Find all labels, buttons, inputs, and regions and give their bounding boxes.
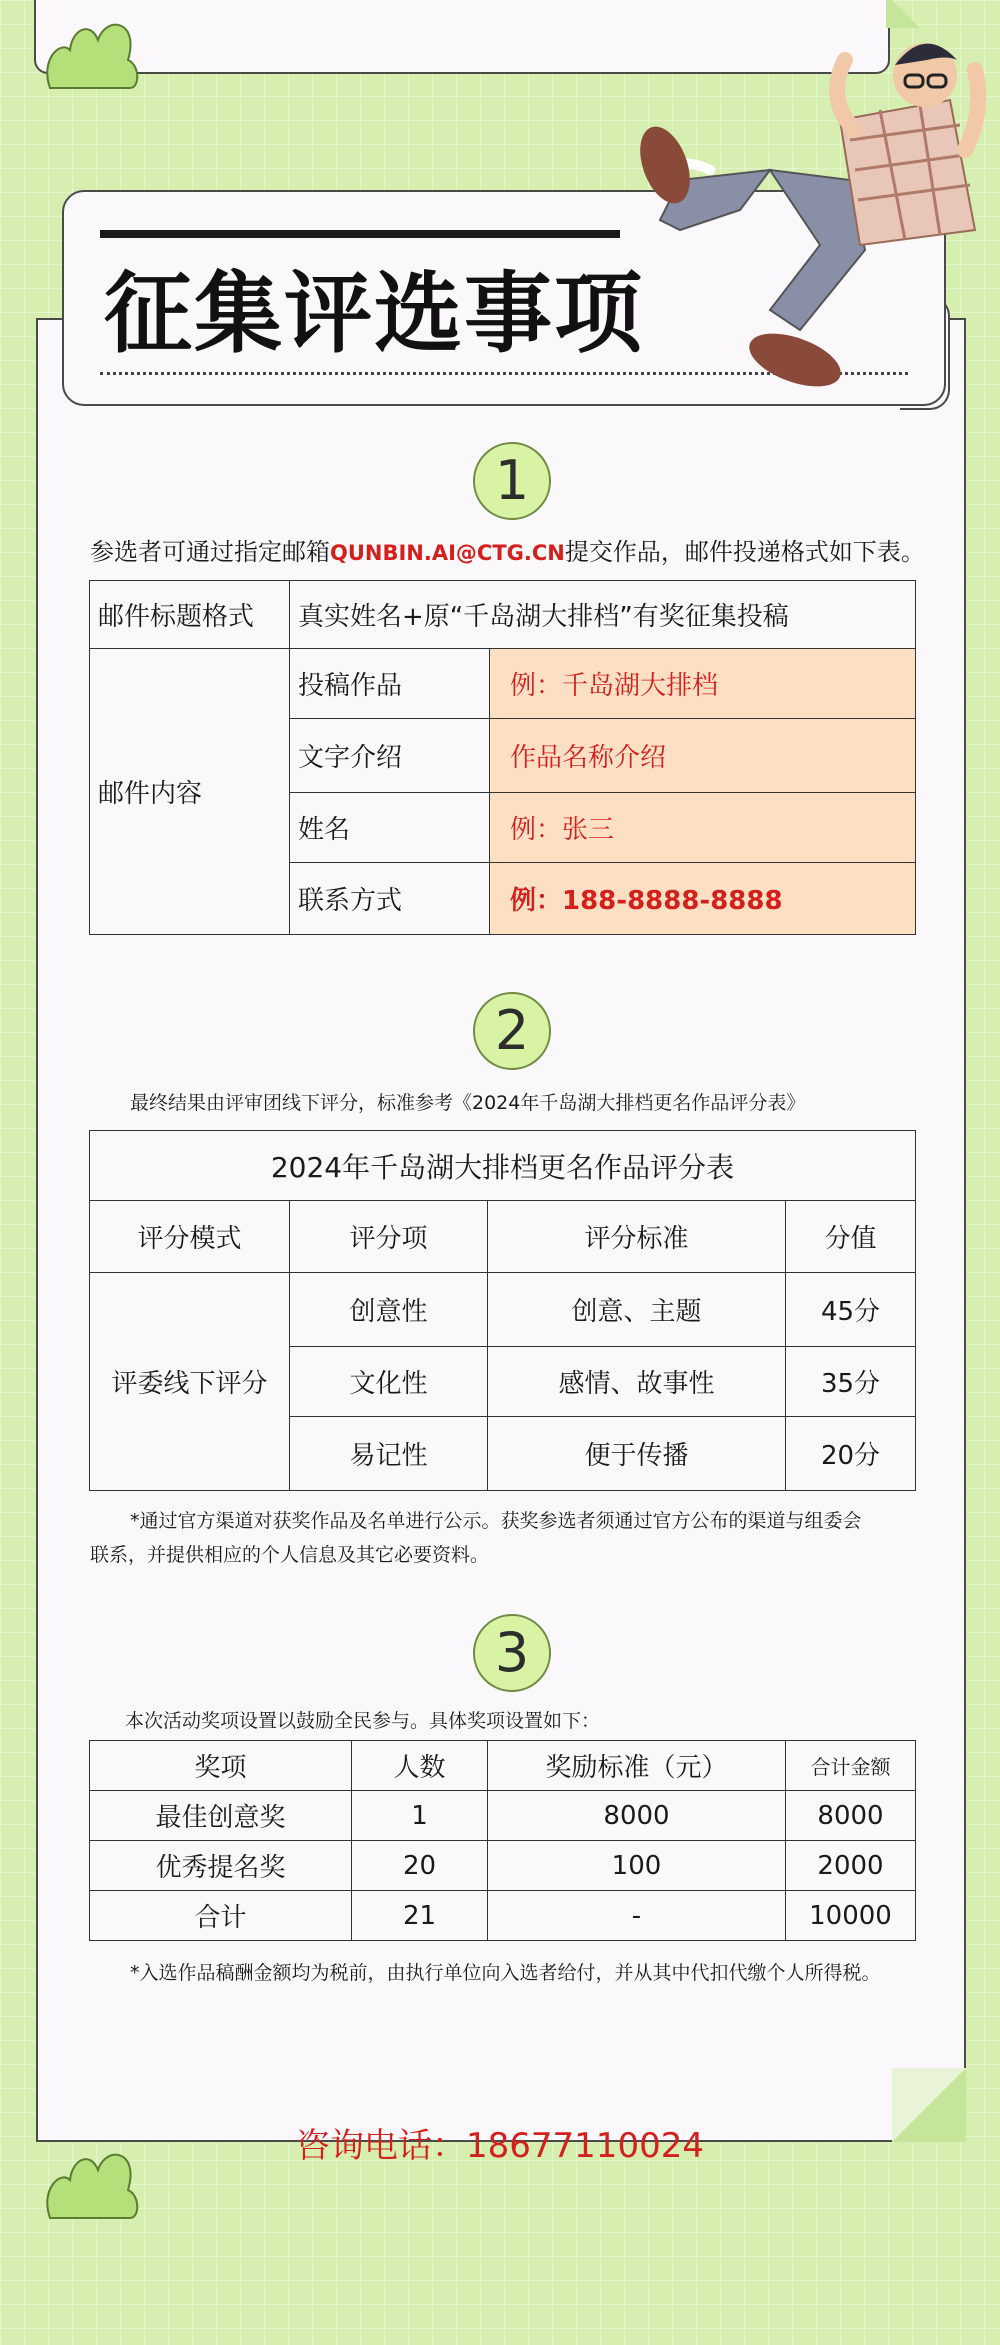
column-header: 评分模式 [90, 1201, 290, 1273]
score-standard: 创意、主题 [488, 1273, 786, 1347]
award-cell: 8000 [786, 1791, 916, 1841]
award-cell: 最佳创意奖 [90, 1791, 352, 1841]
award-cell: 8000 [488, 1791, 786, 1841]
award-cell: 10000 [786, 1891, 916, 1941]
award-cell: 2000 [786, 1841, 916, 1891]
section3-intro: 本次活动奖项设置以鼓励全民参与。具体奖项设置如下： [125, 1710, 601, 1732]
scoring-table [89, 1130, 916, 1491]
score-item: 创意性 [290, 1273, 488, 1347]
subject-label: 邮件标题格式 [90, 581, 290, 649]
jumping-character-illustration [620, 30, 990, 410]
paper-corner [886, 0, 920, 28]
section2-intro: 最终结果由评审团线下评分，标准参考《2024年千岛湖大排档更名作品评分表》 [130, 1092, 806, 1114]
scoring-mode: 评委线下评分 [90, 1273, 290, 1491]
award-cell: 合计 [90, 1891, 352, 1941]
section1-intro [90, 532, 925, 567]
title-underline [100, 230, 620, 238]
row-value: 例：188-8888-8888 [490, 863, 916, 935]
row-value: 例：千岛湖大排档 [490, 649, 916, 719]
score-standard: 感情、故事性 [488, 1347, 786, 1417]
subject-value: 真实姓名+原“千岛湖大排档”有奖征集投稿 [290, 581, 916, 649]
submission-email: QUNBIN.AI@CTG.CN [330, 541, 565, 565]
row-value: 作品名称介绍 [490, 719, 916, 793]
scoring-table-title: 2024年千岛湖大排档更名作品评分表 [90, 1131, 916, 1201]
column-header: 评分标准 [488, 1201, 786, 1273]
award-cell: - [488, 1891, 786, 1941]
column-header: 奖励标准（元） [488, 1741, 786, 1791]
publicity-note-line1: *通过官方渠道对获奖作品及名单进行公示。获奖参选者须通过官方公布的渠道与组委会 [130, 1510, 862, 1532]
row-label: 联系方式 [290, 863, 490, 935]
publicity-note-line2: 联系，并提供相应的个人信息及其它必要资料。 [90, 1544, 490, 1566]
award-cell: 100 [488, 1841, 786, 1891]
column-header: 合计金额 [786, 1741, 916, 1791]
award-cell: 21 [352, 1891, 488, 1941]
email-format-table [89, 580, 916, 935]
score-value: 45分 [786, 1273, 916, 1347]
leaf-decoration-icon [40, 10, 150, 90]
step-badge-2: 2 [473, 992, 551, 1070]
column-header: 人数 [352, 1741, 488, 1791]
column-header: 分值 [786, 1201, 916, 1273]
award-cell: 优秀提名奖 [90, 1841, 352, 1891]
step-badge-3: 3 [473, 1614, 551, 1692]
step-badge-1: 1 [473, 442, 551, 520]
page-title: 征集评选事项 [104, 262, 645, 365]
score-value: 35分 [786, 1347, 916, 1417]
score-item: 文化性 [290, 1347, 488, 1417]
row-label: 文字介绍 [290, 719, 490, 793]
intro-suffix: 提交作品，邮件投递格式如下表。 [564, 538, 925, 566]
score-standard: 便于传播 [488, 1417, 786, 1491]
award-table [89, 1740, 916, 1941]
consult-hotline: 咨询电话：18677110024 [296, 2126, 704, 2166]
row-label: 姓名 [290, 793, 490, 863]
score-item: 易记性 [290, 1417, 488, 1491]
award-cell: 20 [352, 1841, 488, 1891]
row-value: 例：张三 [490, 793, 916, 863]
score-value: 20分 [786, 1417, 916, 1491]
intro-prefix: 参选者可通过指定邮箱 [90, 538, 330, 566]
column-header: 奖项 [90, 1741, 352, 1791]
tax-note: *入选作品稿酬金额均为税前，由执行单位向入选者给付，并从其中代扣代缴个人所得税。 [130, 1962, 881, 1984]
award-cell: 1 [352, 1791, 488, 1841]
content-label: 邮件内容 [90, 649, 290, 935]
row-label: 投稿作品 [290, 649, 490, 719]
column-header: 评分项 [290, 1201, 488, 1273]
